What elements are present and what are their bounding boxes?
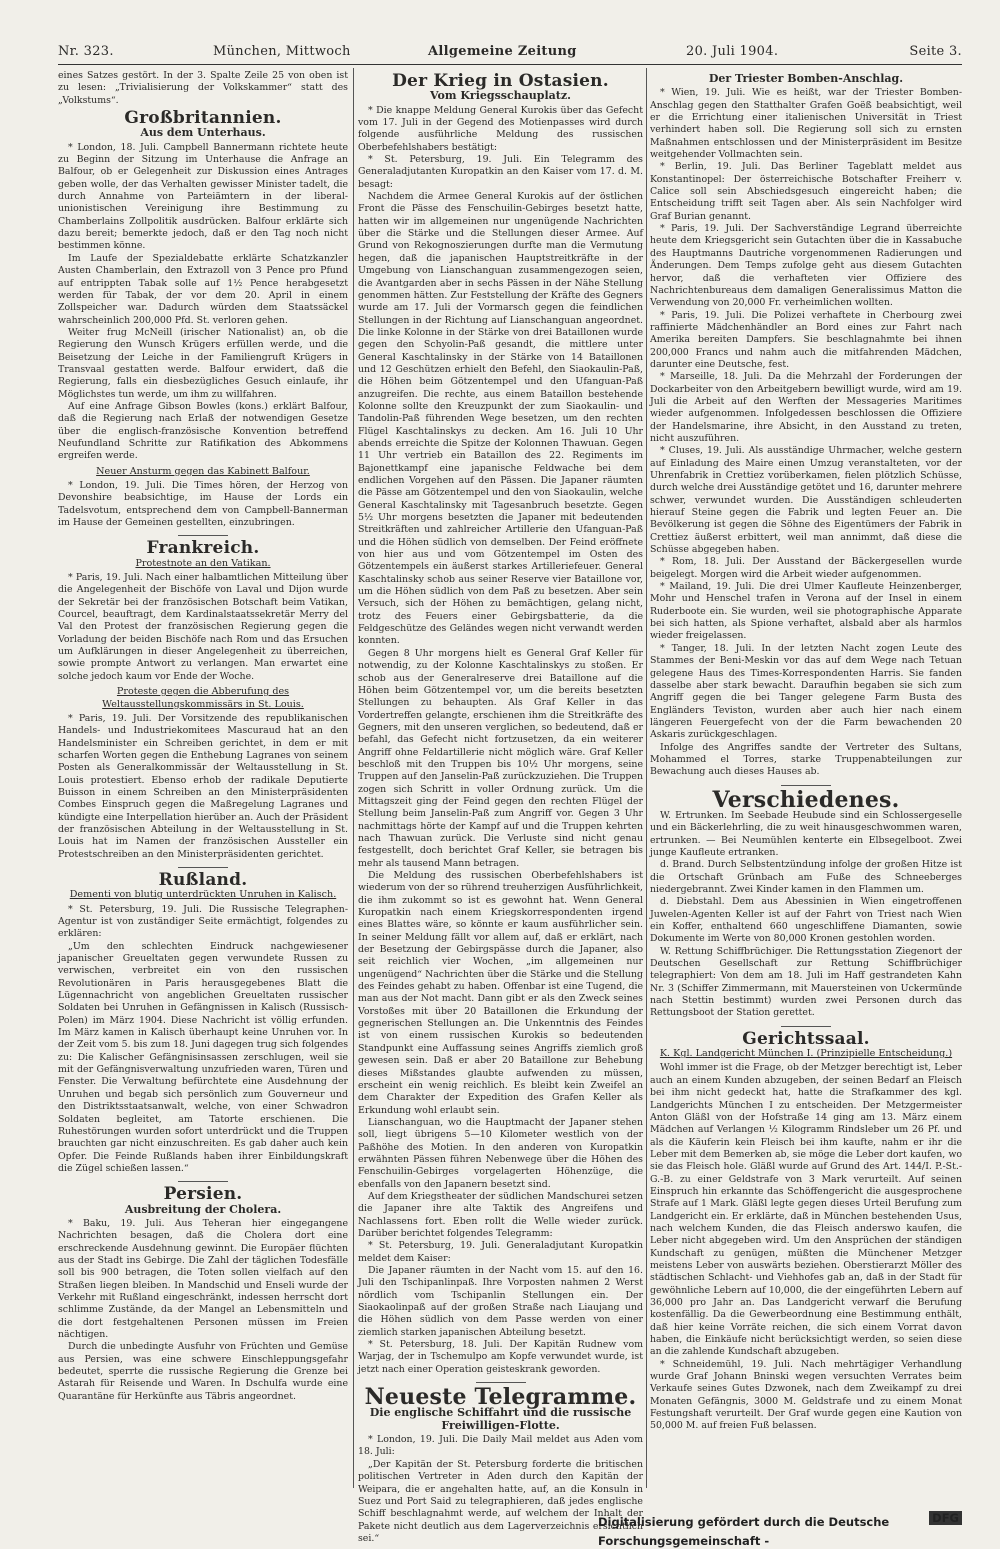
article-paragraph: d. Brand. Durch Selbstentzündung infolge der großen Hitze ist die Ortschaft Grünbach am Fuße des Schneeberges niedergebrannt. Zwei Kinder kamen in den Flammen um. [650, 859, 962, 895]
separator [178, 867, 228, 868]
subhead-gb-1: Aus dem Unterhaus. [140, 126, 266, 140]
section-title-ru: Rußland. [158, 869, 248, 890]
separator [781, 785, 831, 786]
article-paragraph: * Rom, 18. Juli. Der Ausstand der Bäckergesellen wurde beigelegt. Morgen wird die Arbeit wieder aufgenommen. [650, 556, 962, 580]
column-divider-1 [353, 68, 354, 1488]
article-paragraph: * Berlin, 19. Juli. Das Berliner Tageblatt meldet aus Konstantinopel: Der österreichische Botschafter Freiherr v. Calice soll sein Abschiedsgesuch eingereicht haben; die Entscheidung trifft seit Tagen aber. Als sein Nachfolger wird Graf Burian genannt. [650, 161, 962, 222]
article-paragraph: W. Rettung Schiffbrüchiger. Die Rettungsstation Ziegenort der Deutschen Gesellschaft zur Rettung Schiffbrüchiger telegraphiert: Von dem am 18. Juli im Haff gestrandeten Kahn Nr. 3 (Schiffer Zimmermann, mit Mauersteinen von Uckermünde nach Stettin bestimmt) wurden zwei Personen durch das Rettungsboot der Station gerettet. [650, 945, 962, 1019]
section-title-gb: Großbritannien. [124, 108, 282, 129]
subhead-telegrams: Die englische Schiffahrt und die russische Freiwilligen-Flotte. [369, 1406, 632, 1432]
subhead-ru-1: Dementi von blutig unterdrückten Unruhen in Kalisch. [69, 889, 337, 901]
section-title-war: Der Krieg in Ostasien. [392, 71, 609, 91]
article-paragraph: Die Japaner räumten in der Nacht vom 15. auf den 16. Juli den Tschipanlinpaß. Ihre Vorposten nahmen 2 Werst nördlich vom Tschipanlin Stellungen ein. Der Siaokaolinpaß auf der großen Straße nach Liaujang und die Höhen südlich von dem Passe werden von einer ziemlich starken japanischen Abteilung besetzt. [358, 1265, 643, 1338]
place-day: München, Mittwoch [213, 44, 351, 59]
article-paragraph: Durch die unbedingte Ausfuhr von Früchten und Gemüse aus Persien, was eine schwere Einschleppungsgefahr bedeutet, sperrte die russische Regierung die Grenze bei Astarah für Reisende und Waren. In Dschulfa wurde eine Quarantäne für Herkünfte aus Täbris angeordnet. [58, 1341, 348, 1402]
column-1 [58, 70, 348, 1485]
article-paragraph: Die Meldung des russischen Oberbefehlshabers ist wiederum von der so rührend treuherzigen Ausführlichkeit, die ihm zukommt so ist es gewohnt hat. Wenn General Kuropatkin nach einem Kriegskorrespondenten irgend eines Blattes wäre, so könnte er kaum ausführlicher sein. In seiner Meldung fällt vor allem auf, daß er erklärt, nach der Besetzung der Gebirgspässe durch die Japaner, also seit reichlich vier Wochen, „im allgemeinen nur ungenügend“ Nachrichten über die Stärke und die Stellung des Feindes gehabt zu haben. Offenbar ist eine Tugend, die man aus der Not macht. Dann gibt er als den Zweck seines Vorstoßes mit über 20 Bataillonen die Erkundung der gegnerischen Stellungen an. Die Unkenntnis des Feindes ist von einem russischen Kurokis so bedeutenden Standpunkt eine Auffassung seines Angriffs ziemlich groß gewesen sein. Daß er aber 20 Bataillone zur Behebung dieses Mißstandes glaubte aufwenden zu müssen, erscheint ein wenig reichlich. Es bleibt kein Zweifel an dem Charakter der Expedition des Grafen Keller als Erkundung wohl erlaubt sein. [358, 870, 643, 1116]
subhead-war-1: Vom Kriegsschauplatz. [430, 89, 571, 103]
article-paragraph: * Mailand, 19. Juli. Die drei Ulmer Kaufleute Heinzenberger, Mohr und Henschel trafen in Verona auf der Insel in einem Ruderboote ein. Sie wurden, weil sie photographische Apparate bei sich hatten, als Spione verhaftet, alsbald aber als harmlos wieder freigelassen. [650, 581, 962, 642]
article-paragraph: „Um den schlechten Eindruck nachgewiesener japanischer Greueltaten gegen verwundete Russen zu verwischen, verbreitet ein von den russischen Revolutionären in Paris herausgegebenes Blatt die Lügennachricht von angeblichen Greueltaten russischer Soldaten bei Unruhen in Gefängnissen in Kalisch (Russisch-Polen) im März 1904. Diese Nachricht ist völlig erfunden. Im März kamen in Kalisch überhaupt keine Unruhen vor. In der Zeit vom 5. bis zum 18. Juni dagegen trug sich folgendes zu: Die Kalischer Gefängnisinsassen zerschlugen, weil sie mit der Gefängnisverwaltung unzufrieden waren, Türen und Fenster. Die Verwaltung befürchtete eine Ausdehnung der Unruhen und begab sich persönlich zum Gouverneur und den Distriktsstaatsanwalt, welche, von einer Schwadron Soldaten begleitet, am Tatorte erschienen. Die Ruhestörungen wurden sofort unterdrückt und die Truppen brauchten gar nicht einzuschreiten. Es gab daher auch kein Opfer. Die Feinde Rußlands haben ihrer Einbildungskraft die Zügel schießen lassen.“ [58, 940, 349, 1174]
article-paragraph: Auf dem Kriegstheater der südlichen Mandschurei setzen die Japaner ihre alte Taktik des Angreifens und Nachlassens fort. Eben rollt die Welle wieder zurück. Darüber berichtet folgendes Telegramm: [358, 1190, 643, 1239]
section-title-fr: Frankreich. [146, 538, 260, 559]
subhead-pe-1: Ausbreitung der Cholera. [124, 1202, 282, 1216]
article-paragraph: „Der Kapitän der St. Petersburg forderte die britischen politischen Vertreter in Aden durch den Kapitän der Weipara, die er angehalten hatte, auf, an die Konsuln in Suez und Port Said zu telegraphieren, daß jedes englische Schiff beschlagnahmt werde, auf welchem der Inhalt der Pakete nicht deutlich aus dem Lagerverzeichnis ersichtlich sei.“ [358, 1458, 643, 1544]
digitization-footer [598, 1511, 962, 1548]
issue-date: 20. Juli 1904. [686, 44, 779, 59]
article-paragraph: * Die knappe Meldung General Kurokis über das Gefecht vom 17. Juli in der Gegend des Motienpasses wird durch folgende ausführliche Meldung des russischen Oberbefehlshabers bestätigt: [358, 104, 643, 153]
article-paragraph: * Paris, 19. Juli. Der Vorsitzende des republikanischen Handels- und Industriekomitees Mascuraud hat an den Handelsminister ein Schreiben gerichtet, in dem er mit scharfen Worten gegen die Enthebung Lagranes von seinem Posten als Generalkommissär der Weltausstellung in St. Louis protestiert. Ebenso erhob der radikale Deputierte Buisson in einem Schreiben an den Ministerpräsidenten Combes Einspruch gegen die Maßregelung Lagranes und kündigte eine Interpellation hierüber an. Auch der Präsident der französischen Abteilung in der Weltausstellung in St. Louis hat im Namen der französischen Aussteller ein Protestschreiben an den Ministerpräsidenten gerichtet. [58, 712, 348, 860]
article-paragraph: * Cluses, 19. Juli. Als ausständige Uhrmacher, welche gestern auf Einladung des Maire einen Umzug veranstalteten, vor der Uhrenfabrik in Crettiez vorüberkamen, fielen plötzlich Schüsse, durch welche drei Ausständige getötet und 16, darunter mehrere schwer, verwundet wurden. Die Ausständigen schleuderten hierauf Steine gegen die Fabrik und legten Feuer an. Die Bevölkerung ist gegen die Söhne des Eigentümers der Fabrik in Crettiez äußerst erbittert, weil man annimmt, daß diese die Schüsse abgegeben haben. [650, 445, 962, 556]
section-title-court: Gerichtssaal. [742, 1028, 870, 1049]
article-paragraph: Weiter frug McNeill (irischer Nationalist) an, ob die Regierung den Wunsch Krügers erfüllen werde, und die Beisetzung der Leiche in der Familiengruft Krügers in Transvaal gestatten werde. Balfour erwidert, daß die Regierung, falls ein diesbezügliches Gesuch einlaufe, ihr Möglichstes tun werde, um ihm zu willfahren. [58, 326, 348, 400]
article-paragraph: * Paris, 19. Juli. Die Polizei verhaftete in Cherbourg zwei raffinierte Mädchenhändler an Bord eines zur Fahrt nach Amerika bereiten Dampfers. Sie beschlagnahmte bei ihnen 200,000 Francs und nahm auch die mitfahrenden Mädchen, darunter eine Deutsche, fest. [650, 309, 962, 370]
subhead-fr-1: Protestnote an den Vatikan. [135, 557, 271, 569]
dfg-logo: DFG [929, 1511, 962, 1525]
page-header [58, 44, 962, 64]
article-paragraph: * Paris, 19. Juli. Nach einer halbamtlichen Mitteilung über die Angelegenheit der Bischöfe von Laval und Dijon wurde der Sekretär bei der französischen Botschaft beim Vatikan, Courcel, beauftragt, dem Kardinalstaatssekretär Merry del Val den Protest der französischen Regierung gegen die Vorladung der beiden Bischöfe nach Rom und das Ersuchen um Aufklärungen in dieser Angelegenheit zu überreichen, sowie prompte Antwort zu verlangen. Man erwartet eine solche jedoch kaum vor Ende der Woche. [58, 572, 348, 682]
subhead-gb-2: Neuer Ansturm gegen das Kabinett Balfour. [96, 465, 310, 477]
issue-number: Nr. 323. [58, 44, 114, 59]
article-paragraph: * London, 19. Juli. Die Daily Mail meldet aus Aden vom 18. Juli: [358, 1434, 643, 1458]
article-paragraph: Wohl immer ist die Frage, ob der Metzger berechtigt ist, Leber auch an einem Kunden abzugeben, der seinen Bedarf an Fleisch bei ihm nicht gedeckt hat, hatte die Strafkammer des kgl. Landgerichts München I zu entscheiden. Der Metzgermeister Anton Gläßl von der Hofstraße 14 ging am 13. März einem Mädchen auf Verlangen ½ Kilogramm Rindsleber um 26 Pf. und als die Käuferin kein Fleisch bei ihm kaufte, nahm er ihr die Leber mit dem Bemerken ab, sie möge die Leber dort kaufen, wo sie das Fleisch hole. Gläßl wurde auf Grund des Art. 144/I. P.-St.-G.-B. zu einer Geldstrafe von 3 Mark verurteilt. Auf seinen Einspruch hin erkannte das Schöffengericht die ausgesprochene Strafe auf 1 Mark. Gläßl legte gegen dieses Urteil Berufung zum Landgericht ein. Er erklärte, daß in München bestehenden Usus, nach welchem Kunden, die das Fleisch anderswo kaufen, die Leber nicht abgegeben wird. Um den Ansprüchen der ständigen Kundschaft zu genügen, müßten die Münchener Metzger meistens Leber von auswärts beziehen. Oberstierarzt Möller des städtischen Schlacht- und Viehhofes gab an, daß in der Stadt für gewöhnliche Lebern auf 10,000, die der eingeführten Lebern auf 36,000 pro Jahr an. Das Landgericht verwarf die Berufung kostenfällig. Da die Gewerbeordnung eine Bestimmung enthält, daß hier keine Vorräte reichen, die sich einem Vorrat davon haben, die Einkäufe nicht berücksichtigt werden, so seien diese an die zahlende Kundschaft abzugeben. [650, 1062, 962, 1358]
article-paragraph: * Wien, 19. Juli. Wie es heißt, war der Triester Bomben-Anschlag gegen den Statthalter Grafen Goëß beabsichtigt, weil er die Errichtung einer italienischen Universität in Triest verhindert haben soll. Die Regierung soll sich zu ernsten Maßnahmen entschlossen und der Ministerpräsident im Besitze weitgehender Vollmachten sein. [650, 87, 962, 161]
column-3 [650, 70, 962, 1485]
article-paragraph: * Marseille, 18. Juli. Da die Mehrzahl der Forderungen der Dockarbeiter von den Arbeitgebern bewilligt wurde, wird am 19. Juli die Arbeit auf den Werften der Messageries Maritimes wieder aufgenommen. Infolgedessen beschlossen die Offiziere der Handelsmarine, ihre Absicht, in den Ausstand zu treten, nicht auszuführen. [650, 371, 962, 444]
section-title-telegrams: Neueste Telegramme. [364, 1384, 637, 1411]
page-number: Seite 3. [909, 44, 962, 59]
separator [178, 1181, 228, 1182]
article-paragraph: * St. Petersburg, 19. Juli. Generaladjutant Kuropatkin meldet dem Kaiser: [358, 1240, 643, 1264]
article-paragraph: Lianschanguan, wo die Hauptmacht der Japaner stehen soll, liegt übrigens 5—10 Kilometer westlich von der Paßhöhe des Motien. In den anderen von Kuropatkin erwähnten Pässen führen Nebenwege über die Höhen des Fenschuilin-Gebirges vorgelagerten Höhenzüge, die ebenfalls von den Japanern besetzt sind. [358, 1116, 643, 1190]
section-title-misc: Verschiedenes. [712, 786, 900, 813]
separator [178, 535, 228, 536]
subhead-court: K. Kgl. Landgericht München I. (Prinzipielle Entscheidung.) [659, 1048, 953, 1060]
intro-correction: eines Satzes gestört. In der 3. Spalte Zeile 25 von oben ist zu lesen: „Trivialisierung der Volkskammer“ statt des „Volkstums“. [58, 70, 348, 106]
subhead-triest: Der Triester Bomben-Anschlag. [708, 72, 904, 85]
article-paragraph: Nachdem die Armee General Kurokis auf der östlichen Front die Pässe des Fenschuilin-Gebirges besetzt hatte, hatten wir im allgemeinen nur ungenügende Nachrichten über die Stärke und die Stellungen dieser Armee. Auf Grund von Rekognoszierungen durfte man die Vermutung hegen, daß die japanischen Hauptstreitkräfte in der Umgebung von Lianschanguan zusammengezogen seien, die Avantgarden aber in sechs Pässen in der Nähe Stellung genommen hätten. Zur Feststellung der Kräfte des Gegners wurde am 17. Juli der Vormarsch gegen die feindlichen Stellungen in der Richtung auf Lianschanguan angeordnet. Die linke Kolonne in der Stärke von drei Bataillonen wurde gegen den Schyolin-Paß gesandt, die mittlere unter General Kaschtalinsky in der Stärke von 14 Bataillonen und 12 Geschützen erhielt den Befehl, den Siaokaulin-Paß, die Höhen beim Götzentempel und den Ufanguan-Paß anzugreifen. Die rechte, aus einem Bataillon bestehende Kolonne sollte den Kreuzpunkt der zum Siaokaulin- und Tandolin-Paß führenden Wege besetzen, um den rechten Flügel Kaschtalinskys zu decken. Am 16. Juli 10 Uhr abends erreichte die Spitze der Kolonnen Thawuan. Gegen 11 Uhr vertrieb ein Bataillon des 22. Regiments im Bajonettkampf eine japanische Feldwache bei dem endlichen Vorgehen auf den Pässen. Die Japaner räumten die Pässe am Götzentempel und den von Siaokaulin, welche General Kaschtalinsky mit Tagesanbruch besetzte. Gegen 5½ Uhr morgens besetzten die Japaner mit bedeutenden Streitkräften und zahlreicher Artillerie den Ufanguan-Paß und die Höhen südlich von demselben. Der Feind eröffnete von hier aus und vom Götzentempel im Osten des Götzentempels ein äußerst starkes Artilleriefeuer. General Kaschtalinsky schob aus seiner Reserve vier Bataillone vor, um die Höhen südlich von dem Paß zu besetzen. Aber sein Versuch, sich der Höhen zu bemächtigen, gelang nicht, trotz des Feuers einer Gebirgsbatterie, da die Feldgeschütze des Geländes wegen nicht verwandt werden konnten. [358, 191, 643, 647]
separator [781, 1026, 831, 1027]
article-paragraph: d. Diebstahl. Dem aus Abessinien in Wien eingetroffenen Juwelen-Agenten Keller ist auf der Fahrt von Triest nach Wien ein Koffer, enthaltend 660 ungeschliffene Diamanten, sowie Dokumente im Werte von 80,000 Kronen gestohlen worden. [650, 896, 962, 945]
article-paragraph: * Tanger, 18. Juli. In der letzten Nacht zogen Leute des Stammes der Beni-Meskin vor das auf dem Wege nach Tetuan gelegene Haus des Times-Korrespondenten Harris. Sie fanden dasselbe aber stark bewacht. Daraufhin begaben sie sich zum Angriff gegen die bei Tanger gelegene Farm Busta des Engländers Teviston, wurden aber auch hier nach einem längeren Feuergefecht von der die Farm bewachenden 20 Askaris zurückgeschlagen. [650, 642, 962, 741]
subhead-fr-2: Proteste gegen die Abberufung des Weltausstellungskommissärs in St. Louis. [102, 686, 304, 710]
header-rule [58, 64, 962, 65]
article-paragraph: Infolge des Angriffes sandte der Vertreter des Sultans, Mohammed el Torres, starke Truppenabteilungen zur Bewachung auch dieses Hauses ab. [650, 741, 962, 778]
article-paragraph: * London, 19. Juli. Die Times hören, der Herzog von Devonshire beabsichtige, im Hause der Lords ein Tadelsvotum, entsprechend dem von Campbell-Bannerman im Hause der Gemeinen gestellten, einzubringen. [58, 480, 348, 529]
article-paragraph: Auf eine Anfrage Gibson Bowles (kons.) erklärt Balfour, daß die Regierung nach Erlaß der notwendigen Gesetze über die englisch-französische Konvention betreffend Neufundland Schritte zur Ratifikation des Abkommens ergreifen werde. [58, 400, 348, 462]
article-paragraph: * London, 18. Juli. Campbell Bannermann richtete heute zu Beginn der Sitzung im Unterhause die Anfrage an Balfour, ob er Gelegenheit zur Diskussion eines Antrages geben wolle, der das Verhalten gewisser Minister tadelt, die durch Annahme von Parteiämtern in der liberal-unionistischen Vereinigung ihre Bestimmung zu Chamberlains Zollpolitik ausdrücken. Balfour erklärte sich dazu bereit; bemerkte jedoch, daß er den Tag noch nicht bestimmen könne. [58, 141, 348, 252]
article-paragraph: Gegen 8 Uhr morgens hielt es General Graf Keller für notwendig, zu der Kolonne Kaschtalinskys zu stoßen. Er schob aus der Generalreserve drei Bataillone auf die Höhen beim Götzentempel vor, um die bereits besetzten Stellungen zu behaupten. Als Graf Keller in das Vordertreffen gelangte, erschienen ihm die Streitkräfte des Gegners, mit den unseren verglichen, so bedeutend, daß er befahl, das Gefecht nicht fortzusetzen, da ein weiterer Angriff ohne Feldartillerie nicht möglich wäre. Graf Keller beschloß mit den Truppen bis 10½ Uhr morgens, seine Truppen auf den Janselin-Paß zurückzuziehen. Die Truppen zogen sich Schritt in voller Ordnung zurück. Um die Mittagszeit ging der Feind gegen den rechten Flügel der Stellung beim Janselin-Paß zum Angriff vor. Gegen 3 Uhr nachmittags hörte der Kampf auf und die Truppen kehrten nach Thawuan zurück. Die Verluste sind nicht genau festgestellt, doch berichtet Graf Keller, sie betragen bis mehr als tausend Mann betragen. [358, 647, 643, 869]
article-paragraph: * St. Petersburg, 19. Juli. Die Russische Telegraphen-Agentur ist von zuständiger Seite ermächtigt, folgendes zu erklären: [58, 903, 348, 940]
article-paragraph: * St. Petersburg, 19. Juli. Ein Telegramm des Generaladjutanten Kuropatkin an den Kaiser vom 17. d. M. besagt: [358, 154, 643, 190]
column-2 [358, 70, 643, 1544]
article-paragraph: * St. Petersburg, 18. Juli. Der Kapitän Rudnew vom Warjag, der in Tschemulpo am Kopfe verwundet wurde, ist jetzt nach einer Operation geisteskrank geworden. [358, 1339, 643, 1375]
article-paragraph: * Baku, 19. Juli. Aus Teheran hier eingegangene Nachrichten besagen, daß die Cholera dort eine erschreckende Ausdehnung gewinnt. Die Europäer flüchten aus der Stadt ins Gebirge. Die Zahl der täglichen Todesfälle soll bis 900 betragen, die Toten sollen vielfach auf den Straßen liegen bleiben. In Mandschid und Enseli wurde der Verkehr mit Rußland eingeschränkt, indessen herrscht dort schlimme Zustände, da der Mangel an Lebensmitteln und die dort festgehaltenen Personen müssen im Freien nächtigen. [58, 1217, 348, 1340]
article-paragraph: W. Ertrunken. Im Seebade Heubude sind ein Schlossergeselle und ein Bäckerlehrling, die zu weit hinausgeschwommen waren, ertrunken. — Bei Neumühlen kenterte ein Elbsegelboot. Zwei junge Kaufleute ertranken. [650, 809, 962, 858]
separator [476, 1382, 526, 1383]
article-paragraph: * Paris, 19. Juli. Der Sachverständige Legrand überreichte heute dem Kriegsgericht sein Gutachten über die in Kassabuche des Hauptmanns Dautriche vorgenommenen Radierungen und Änderungen. Dem Temps zufolge geht aus diesem Gutachten hervor, daß die verhafteten vier Offiziere des Nachrichtenbureaus dem damaligen Generalissimus Matton die Verwendung von 20,000 Fr. verheimlichen wollten. [650, 223, 962, 309]
article-paragraph: * Schneidemühl, 19. Juli. Nach mehrtägiger Verhandlung wurde Graf Johann Bninski wegen versuchten Verrates beim Verkaufe seines Gutes Dzwonek, nach dem Zweikampf zu drei Monaten Gefängnis, 3000 M. Geldstrafe und zu einem Monat Festungshaft verurteilt. Der Graf wurde gegen eine Kaution von 50,000 M. auf freien Fuß belassen. [650, 1358, 962, 1432]
section-title-pe: Persien. [163, 1184, 243, 1205]
newspaper-title: Allgemeine Zeitung [428, 44, 577, 59]
article-paragraph: Im Laufe der Spezialdebatte erklärte Schatzkanzler Austen Chamberlain, den Extrazoll von 3 Pence pro Pfund auf entrippten Tabak solle auf 1½ Pence herabgesetzt werden für Tabak, der vor dem 20. April in einem Zollspeicher war. Dadurch würden dem Staatssäckel wahrscheinlich 200,000 Pfd. St. verloren gehen. [58, 252, 348, 326]
footer-text: Digitalisierung gefördert durch die Deutsche Forschungsgemeinschaft - [598, 1515, 890, 1548]
column-divider-2 [646, 68, 647, 1488]
